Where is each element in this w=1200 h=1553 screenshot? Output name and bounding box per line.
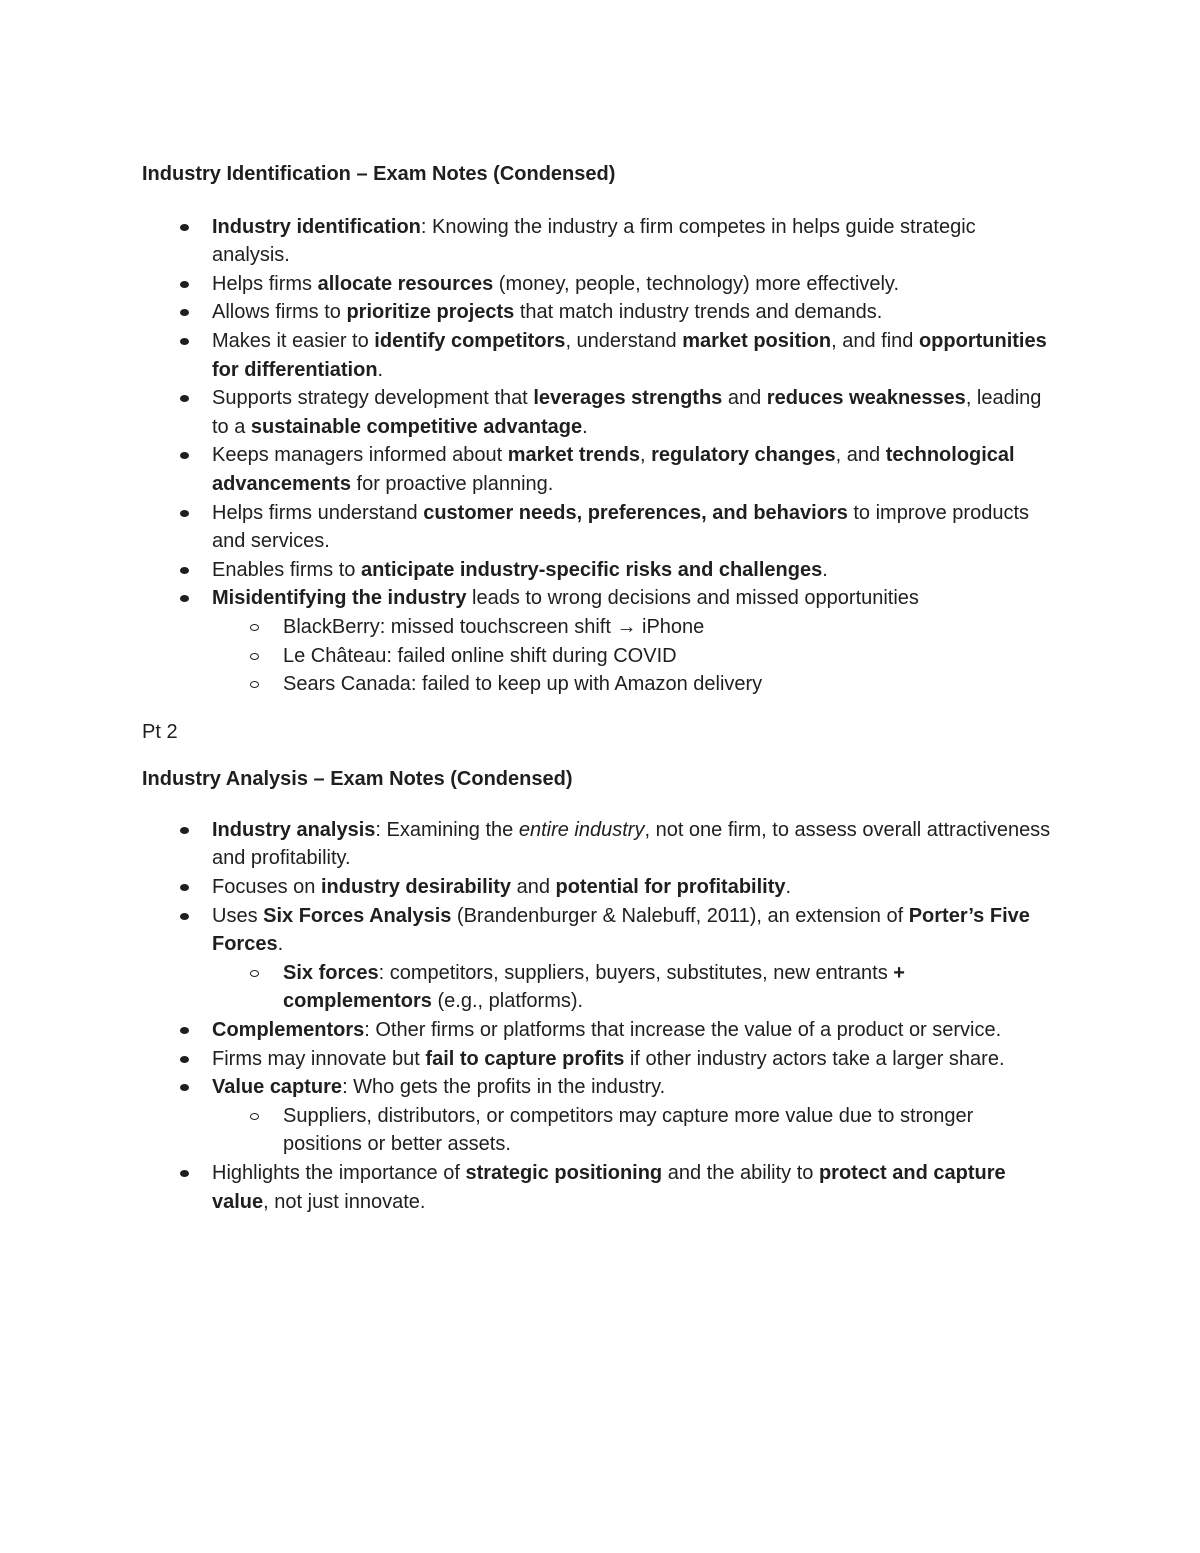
list-item: Uses Six Forces Analysis (Brandenburger & Nalebuff, 2011), an extension of Porter’s Five Forces. Six forces: competitors, suppliers, buyers, substitutes, new entrants + complementors (e.g., platforms). bbox=[142, 902, 1062, 1016]
list-item: Complementors: Other firms or platforms that increase the value of a product or service. bbox=[142, 1016, 1062, 1045]
list-item: Industry identification: Knowing the industry a firm competes in helps guide strategic analysis. bbox=[142, 213, 1062, 270]
list-item: Supports strategy development that leverages strengths and reduces weaknesses, leading to a sustainable competitive advantage. bbox=[142, 384, 1062, 441]
bullet-icon bbox=[180, 224, 189, 231]
hollow-bullet-icon bbox=[250, 653, 259, 660]
sub-list-item: Suppliers, distributors, or competitors may capture more value due to stronger positions or better assets. bbox=[212, 1102, 1052, 1159]
list-item: Focuses on industry desirability and potential for profitability. bbox=[142, 873, 1062, 902]
list-item: Helps firms understand customer needs, preferences, and behaviors to improve products and services. bbox=[142, 499, 1062, 556]
examples-sublist bbox=[212, 613, 1052, 699]
hollow-bullet-icon bbox=[250, 624, 259, 631]
section2-bullet-list bbox=[142, 816, 1062, 1216]
sub-list-item: Sears Canada: failed to keep up with Amazon delivery bbox=[212, 670, 1052, 699]
list-item: Firms may innovate but fail to capture profits if other industry actors take a larger share. bbox=[142, 1045, 1062, 1074]
bullet-icon bbox=[180, 567, 189, 574]
bullet-icon bbox=[180, 827, 189, 834]
section1-title: Industry Identification – Exam Notes (Condensed) bbox=[142, 163, 616, 185]
sub-list-item: Six forces: competitors, suppliers, buyers, substitutes, new entrants + complementors (e.g., platforms). bbox=[212, 959, 1052, 1016]
list-item: Helps firms allocate resources (money, people, technology) more effectively. bbox=[142, 270, 1062, 299]
list-item: Industry analysis: Examining the entire industry, not one firm, to assess overall attractiveness and profitability. bbox=[142, 816, 1062, 873]
bullet-icon bbox=[180, 510, 189, 517]
section1-bullet-list bbox=[142, 213, 1062, 699]
hollow-bullet-icon bbox=[250, 1113, 259, 1120]
bullet-icon bbox=[180, 309, 189, 316]
list-item: Misidentifying the industry leads to wrong decisions and missed opportunities BlackBerry: missed touchscreen shift → iPhone Le Château: failed online shift during COVID Sears Canada: failed to keep up with Amazon delivery bbox=[142, 584, 1062, 698]
bullet-icon bbox=[180, 1056, 189, 1063]
bullet-icon bbox=[180, 281, 189, 288]
bullet-icon bbox=[180, 1170, 189, 1177]
list-item: Enables firms to anticipate industry-specific risks and challenges. bbox=[142, 556, 1062, 585]
bullet-icon bbox=[180, 452, 189, 459]
sub-list-item: Le Château: failed online shift during COVID bbox=[212, 642, 1052, 671]
list-item: Value capture: Who gets the profits in the industry. Suppliers, distributors, or competitors may capture more value due to stronger positions or better assets. bbox=[142, 1073, 1062, 1159]
six-forces-sublist bbox=[212, 959, 1052, 1016]
value-capture-sublist bbox=[212, 1102, 1052, 1159]
hollow-bullet-icon bbox=[250, 970, 259, 977]
list-item: Highlights the importance of strategic positioning and the ability to protect and capture value, not just innovate. bbox=[142, 1159, 1062, 1216]
list-item: Allows firms to prioritize projects that match industry trends and demands. bbox=[142, 298, 1062, 327]
list-item: Keeps managers informed about market trends, regulatory changes, and technological advancements for proactive planning. bbox=[142, 441, 1062, 498]
sub-list-item: BlackBerry: missed touchscreen shift → iPhone bbox=[212, 613, 1052, 642]
bullet-icon bbox=[180, 338, 189, 345]
section2-title: Industry Analysis – Exam Notes (Condensed) bbox=[142, 768, 573, 791]
part-label: Pt 2 bbox=[142, 720, 178, 743]
bullet-icon bbox=[180, 595, 189, 602]
bullet-icon bbox=[180, 1084, 189, 1091]
hollow-bullet-icon bbox=[250, 681, 259, 688]
document-page bbox=[142, 160, 1062, 1216]
bullet-icon bbox=[180, 913, 189, 920]
bullet-icon bbox=[180, 395, 189, 402]
list-item: Makes it easier to identify competitors, understand market position, and find opportunities for differentiation. bbox=[142, 327, 1062, 384]
bullet-icon bbox=[180, 1027, 189, 1034]
bullet-icon bbox=[180, 884, 189, 891]
